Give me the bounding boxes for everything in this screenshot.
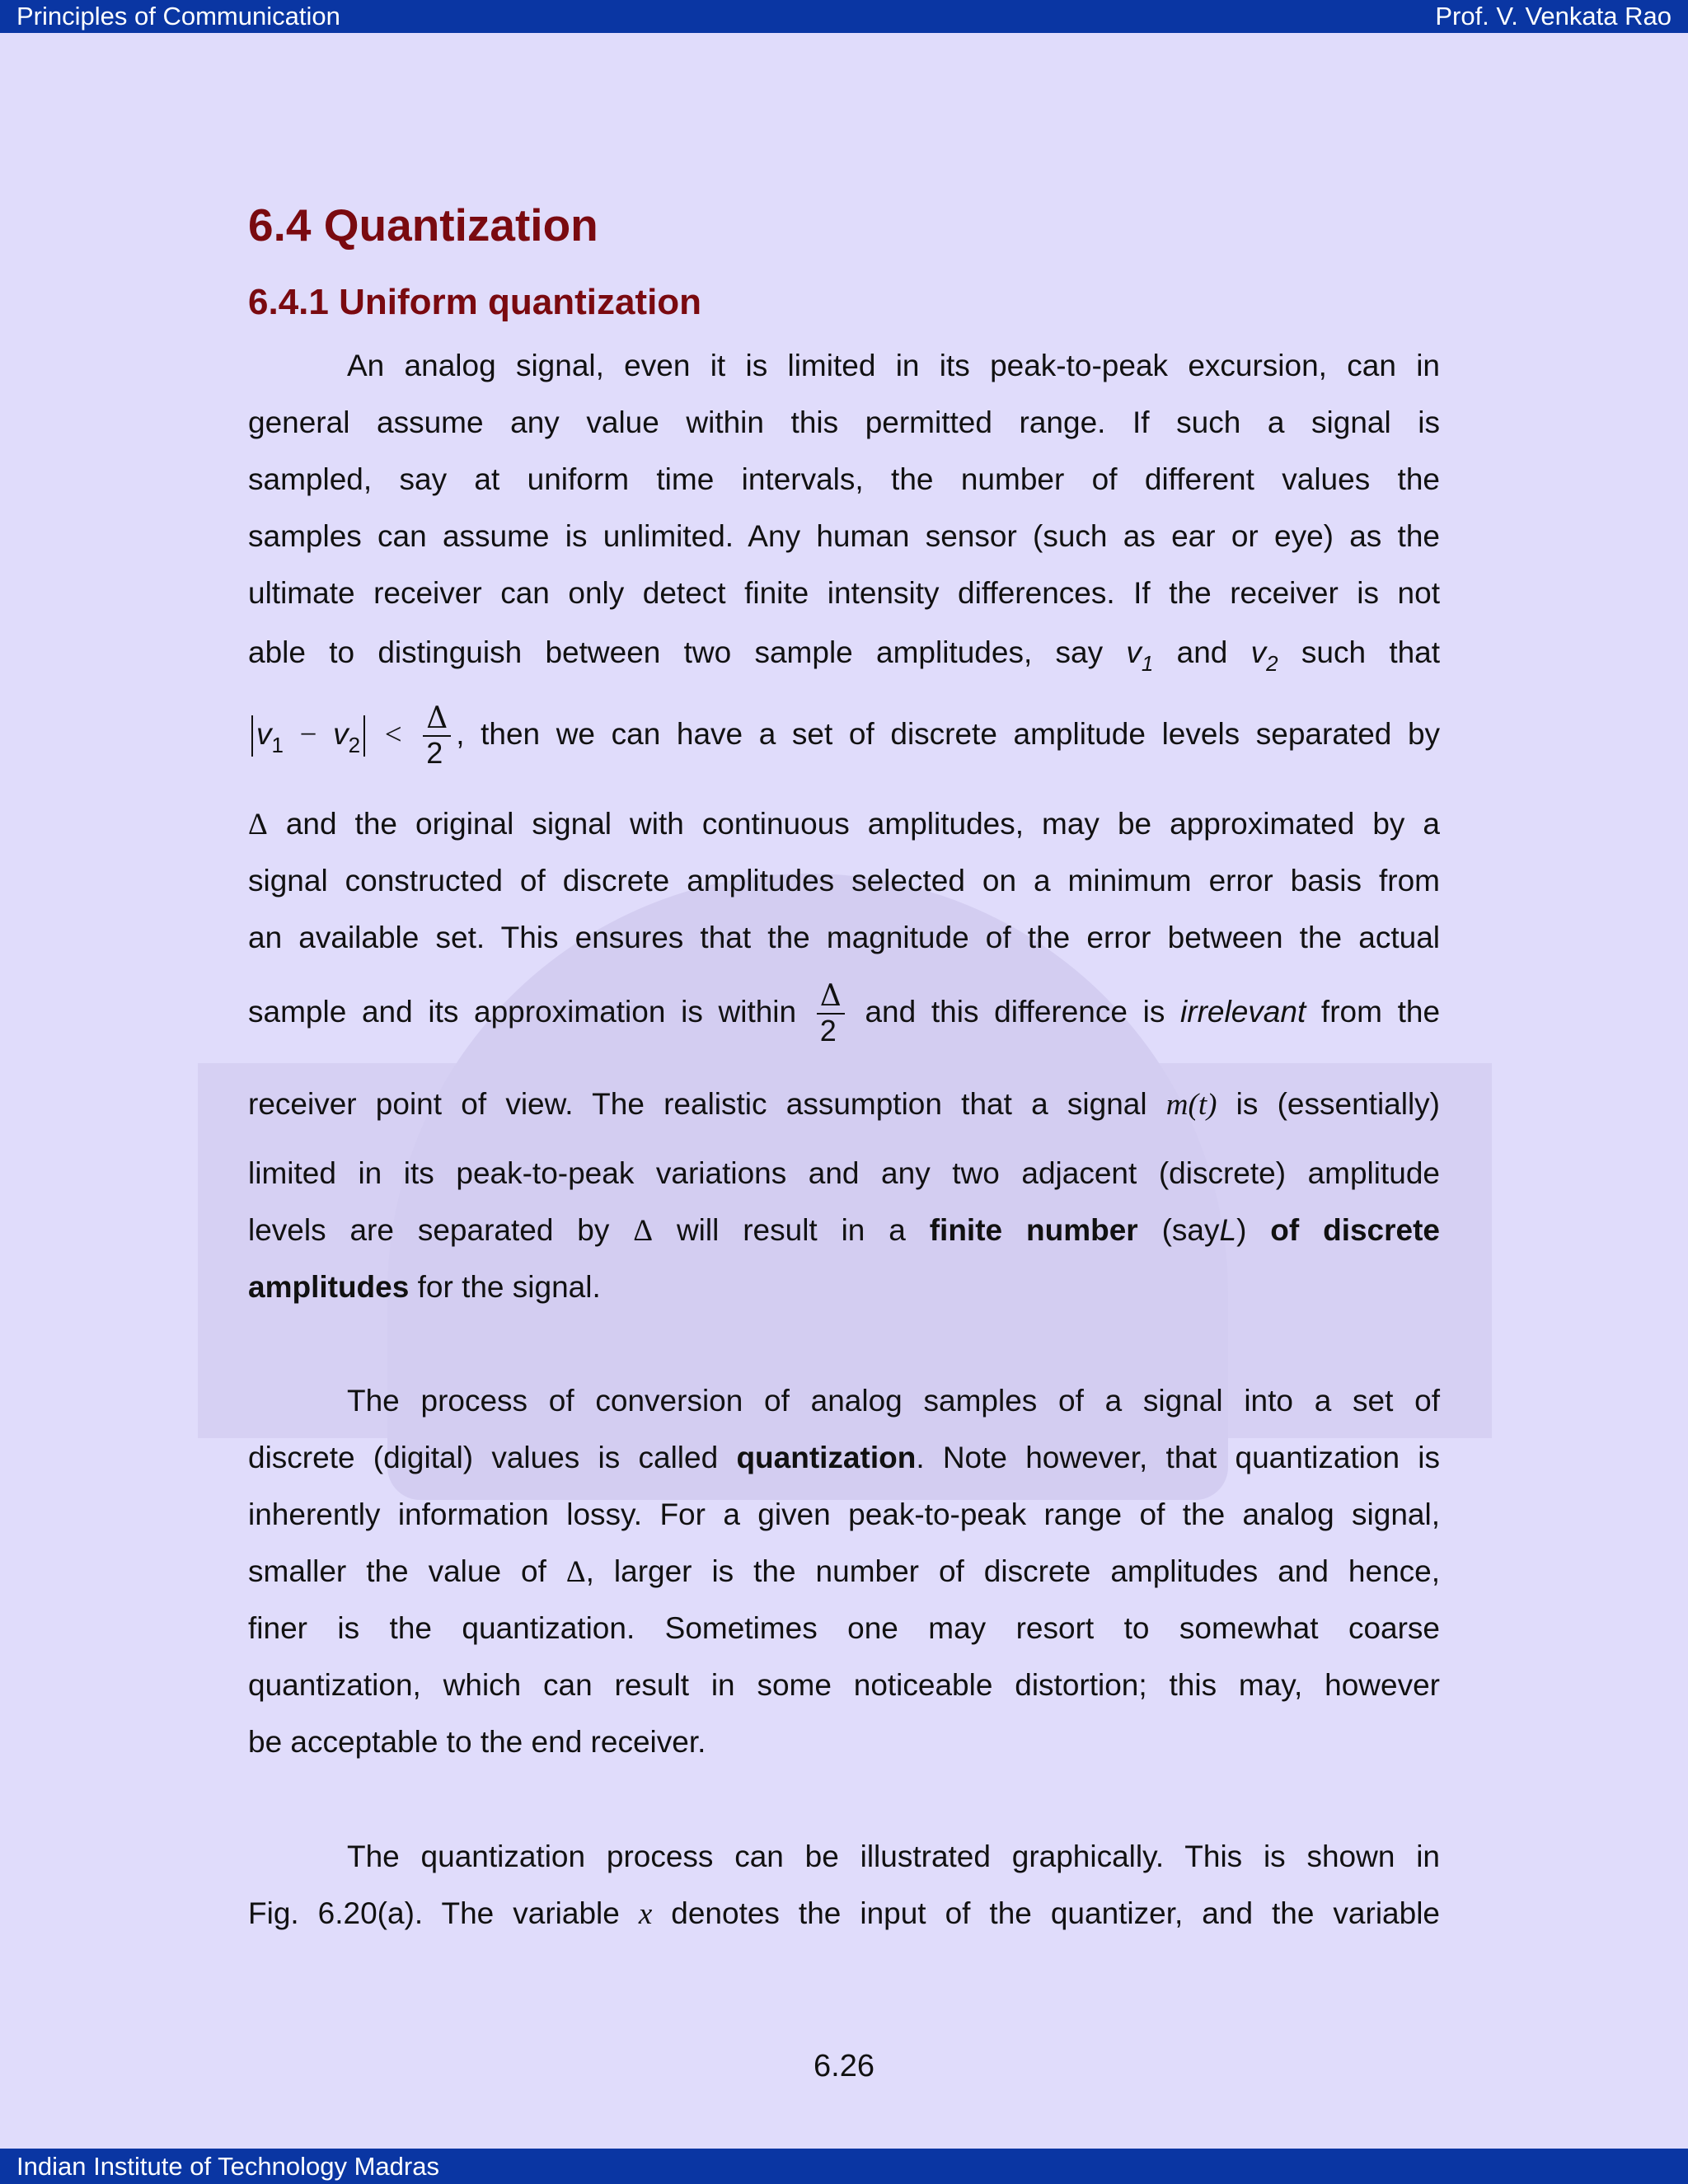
text-line <box>248 633 1441 676</box>
text-line <box>248 1438 1440 1478</box>
abs-bar-left <box>251 715 253 757</box>
text-run: sample and its approximation is within <box>248 994 797 1029</box>
header-author: Prof. V. Venkata Rao <box>1435 2 1672 30</box>
math-delta-group <box>566 1554 1440 1588</box>
text-line: ultimate receiver can only detect finite intensity differences. If the receiver is not <box>248 576 1440 610</box>
fraction-delta-over-2: $\frac{\Delta}{2}$ <box>423 702 451 770</box>
text-run: discrete (digital) values is called <box>248 1441 719 1474</box>
abs-bar-right <box>363 715 365 757</box>
text-run: is (essentially) <box>1236 1087 1441 1121</box>
math-inequality: $v_1 - v_2$ < $\frac{\Delta}{2}$ <box>248 717 456 751</box>
text-line <box>248 804 1440 845</box>
text-line: be acceptable to the end receiver. <box>248 1725 706 1759</box>
bold-text: quantization <box>736 1441 917 1474</box>
text-run: receiver point of view. The realistic assumption that a signal <box>248 1087 1147 1121</box>
math-v1: $v_1$ <box>1126 635 1154 676</box>
emphasis-text: irrelevant <box>1180 994 1306 1029</box>
text-run: for the signal. <box>417 1270 601 1304</box>
text-line: limited in its peak-to-peak variations and any two adjacent (discrete) amplitude <box>248 1156 1440 1190</box>
bold-text: finite number <box>929 1213 1138 1247</box>
text-line: inherently information lossy. For a given peak-to-peak range of the analog signal, <box>248 1497 1440 1531</box>
header-course-title: Principles of Communication <box>16 2 340 30</box>
text-run: and the original signal with continuous amplitudes, may be approximated by a <box>285 807 1440 841</box>
math-delta: Δ <box>565 1555 586 1589</box>
text-line-with-math <box>248 980 1440 1047</box>
bold-text: amplitudes <box>248 1270 410 1304</box>
text-run: denotes the input of the quantizer, and the variable <box>671 1896 1441 1930</box>
text-line <box>248 1552 1440 1592</box>
text-run: ) <box>1236 1213 1247 1247</box>
page-header <box>0 0 1688 33</box>
text-run: will result in a <box>676 1213 906 1247</box>
text-line <box>248 1268 1440 1307</box>
text-line <box>248 1894 1440 1934</box>
bold-term-group <box>736 1441 1440 1474</box>
text-run: levels are separated by <box>248 1213 610 1247</box>
text-run: . Note however, that quantization is <box>916 1441 1441 1474</box>
text-line <box>248 1085 1440 1125</box>
text-run: such that <box>1301 635 1441 669</box>
text-line: An analog signal, even it is limited in its peak-to-peak excursion, can in <box>347 349 1440 382</box>
text-line: samples can assume is unlimited. Any human sensor (such as ear or eye) as the <box>248 519 1440 553</box>
math-delta: Δ <box>633 1214 654 1248</box>
section-title: 6.4 Quantization <box>248 199 598 251</box>
text-line: quantization, which can result in some noticeable distortion; this may, however <box>248 1668 1440 1702</box>
text-run: and <box>1176 635 1228 669</box>
math-x: x <box>638 1897 653 1931</box>
text-run: (say <box>1161 1213 1220 1247</box>
text-line: sampled, say at uniform time intervals, the number of different values the <box>248 462 1440 496</box>
text-run: able to distinguish between two sample amplitudes, say <box>248 635 1104 669</box>
text-line-with-math <box>248 702 1440 770</box>
text-line: signal constructed of discrete amplitudes selected on a minimum error basis from <box>248 864 1440 898</box>
text-run: , then we can have a set of discrete amplitude levels separated by <box>456 716 1441 751</box>
math-delta: Δ <box>248 808 268 841</box>
text-line: The process of conversion of analog samples of a signal into a set of <box>347 1384 1440 1418</box>
text-line: general assume any value within this permitted range. If such a signal is <box>248 405 1440 439</box>
text-run: smaller the value of <box>248 1554 546 1588</box>
fraction-delta-over-2: $\frac{\Delta}{2}$ <box>817 980 845 1047</box>
math-L: L <box>1219 1213 1237 1247</box>
page-number: 6.26 <box>814 2049 874 2083</box>
text-line: The quantization process can be illustrated graphically. This is shown in <box>347 1840 1440 1873</box>
text-run: and this difference is <box>865 994 1165 1029</box>
bold-text: of discrete <box>1270 1213 1441 1247</box>
text-line: finer is the quantization. Sometimes one may resort to somewhat coarse <box>248 1611 1440 1645</box>
footer-institution: Indian Institute of Technology Madras <box>16 2152 439 2181</box>
text-run: from the <box>1320 994 1441 1029</box>
math-v2: $v_2$ <box>1250 635 1278 676</box>
subsection-title: 6.4.1 Uniform quantization <box>248 282 702 322</box>
text-line: an available set. This ensures that the magnitude of the error between the actual <box>248 921 1440 954</box>
text-run: , larger is the number of discrete amplitudes and hence, <box>585 1554 1440 1588</box>
math-m-of-t: m(t) <box>1165 1088 1217 1122</box>
text-run: Fig. 6.20(a). The variable <box>248 1896 620 1930</box>
page-footer <box>0 2149 1688 2184</box>
text-line <box>248 1211 1440 1251</box>
